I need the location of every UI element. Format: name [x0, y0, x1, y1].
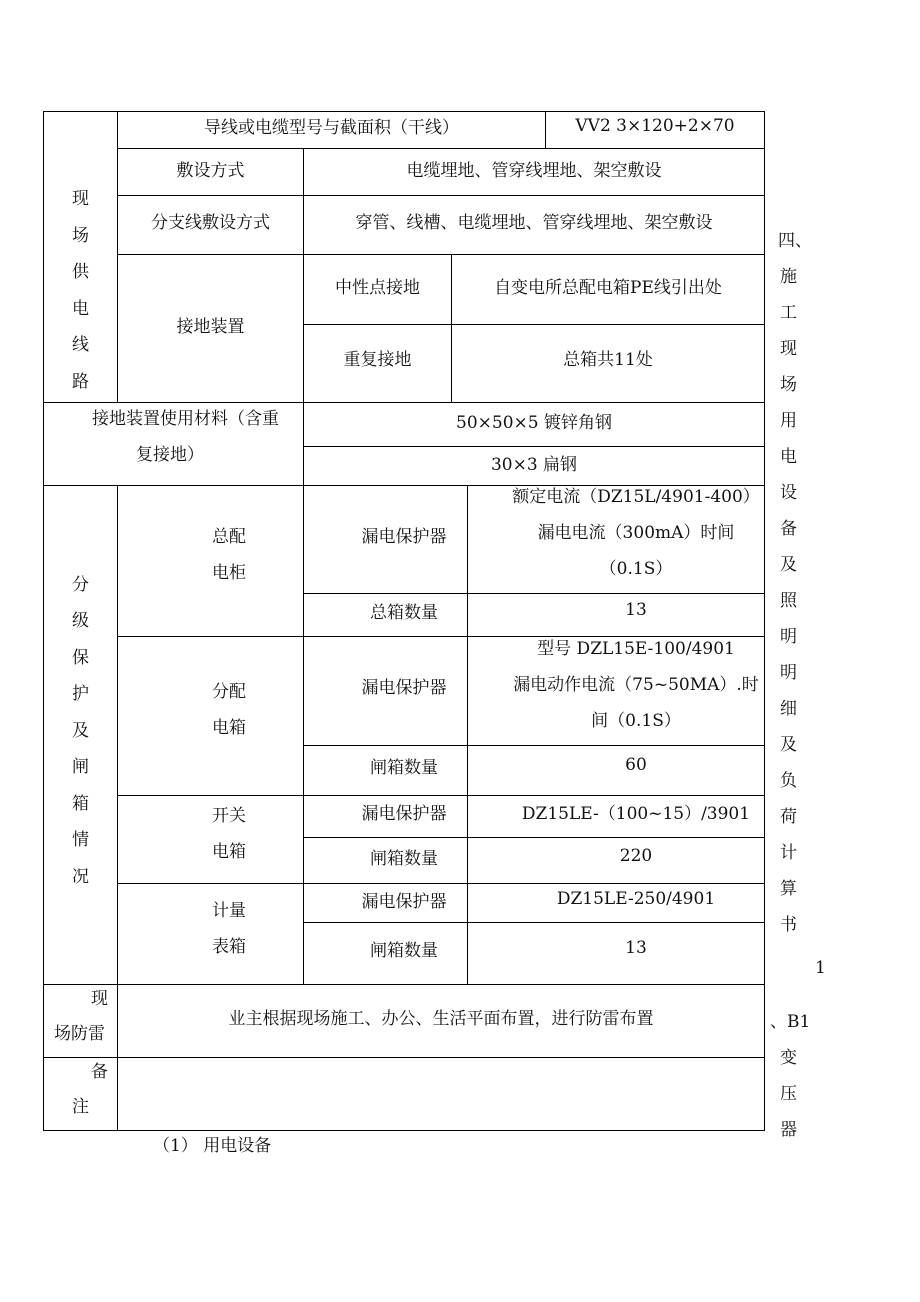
repeat-grounding-label: 重复接地: [343, 349, 412, 370]
meter-leakage-value: DZ15LE-250/4901: [556, 889, 716, 909]
material-label-line2: 复接地）: [136, 445, 204, 465]
distribution-count-label: 闸箱数量: [370, 757, 438, 778]
distribution-box-label: 分配 电箱: [212, 682, 246, 738]
meter-count-label: 闸箱数量: [370, 940, 438, 961]
protection-label: 分 级 保 护 及 闸 箱 情 况: [72, 574, 89, 887]
conductor-value: VV2 3×120+2×70: [575, 115, 735, 136]
distribution-leakage-protector-label: 漏电保护器: [361, 677, 447, 698]
circuit-label: 现 场 供 电 线 路: [72, 189, 89, 392]
grounding-label: 接地装置: [176, 316, 245, 337]
section-caption: （1） 用电设备: [153, 1136, 272, 1156]
neutral-grounding-value: 自变电所总配电箱PE线引出处: [494, 277, 722, 298]
main-count-label: 总箱数量: [370, 602, 438, 623]
switch-leakage-value: DZ15LE-（100~15）/3901: [521, 803, 751, 824]
laying-label: 敷设方式: [176, 160, 245, 181]
side-subheading: 、B1 变 压 器: [770, 1012, 811, 1140]
laying-value: 电缆埋地、管穿线埋地、架空敷设: [406, 160, 662, 181]
switch-box-label: 开关 电箱: [212, 806, 246, 862]
remarks-label-line2: 注: [72, 1097, 89, 1117]
material-label-line1: 接地装置使用材料（含重: [92, 409, 279, 429]
branch-laying-value: 穿管、线槽、电缆埋地、管穿线埋地、架空敷设: [355, 212, 713, 233]
material-value-flat-steel: 30×3 扁钢: [490, 454, 578, 475]
meter-box-label: 计量 表箱: [212, 901, 246, 957]
lightning-label-line2: 场防雷: [54, 1024, 105, 1044]
branch-laying-label: 分支线敷设方式: [151, 212, 270, 233]
switch-count-label: 闸箱数量: [370, 848, 438, 869]
conductor-label: 导线或电缆型号与截面积（干线）: [204, 118, 459, 138]
lightning-value: 业主根据现场施工、办公、生活平面布置，进行防雷布置: [228, 1008, 654, 1029]
meter-leakage-protector-label: 漏电保护器: [361, 891, 447, 912]
main-leakage-protector-label: 漏电保护器: [361, 526, 447, 547]
material-value-angle-steel: 50×50×5 镀锌角钢: [456, 412, 612, 433]
repeat-grounding-value: 总箱共11处: [563, 349, 653, 370]
main-leakage-values: 额定电流（DZ15L/4901-400） 漏电电流（300mA）时间 （0.1S）: [512, 487, 760, 579]
main-count-value: 13: [625, 600, 647, 620]
neutral-grounding-label: 中性点接地: [335, 277, 420, 298]
switch-count-value: 220: [619, 846, 653, 866]
side-number: 1: [815, 958, 826, 978]
switch-leakage-protector-label: 漏电保护器: [361, 803, 447, 824]
side-heading: 四、 施 工 现 场 用 电 设 备 及 照 明 明 细 及 负 荷 计 算 书: [778, 231, 812, 935]
lightning-label-line1: 现: [91, 989, 108, 1009]
distribution-leakage-values: 型号 DZL15E-100/4901 漏电动作电流（75~50MA）.时 间（0.1S）: [513, 639, 759, 731]
distribution-count-value: 60: [625, 755, 647, 775]
remarks-label-line1: 备: [91, 1062, 108, 1082]
main-cabinet-label: 总配 电柜: [212, 527, 246, 583]
meter-count-value: 13: [625, 938, 647, 958]
